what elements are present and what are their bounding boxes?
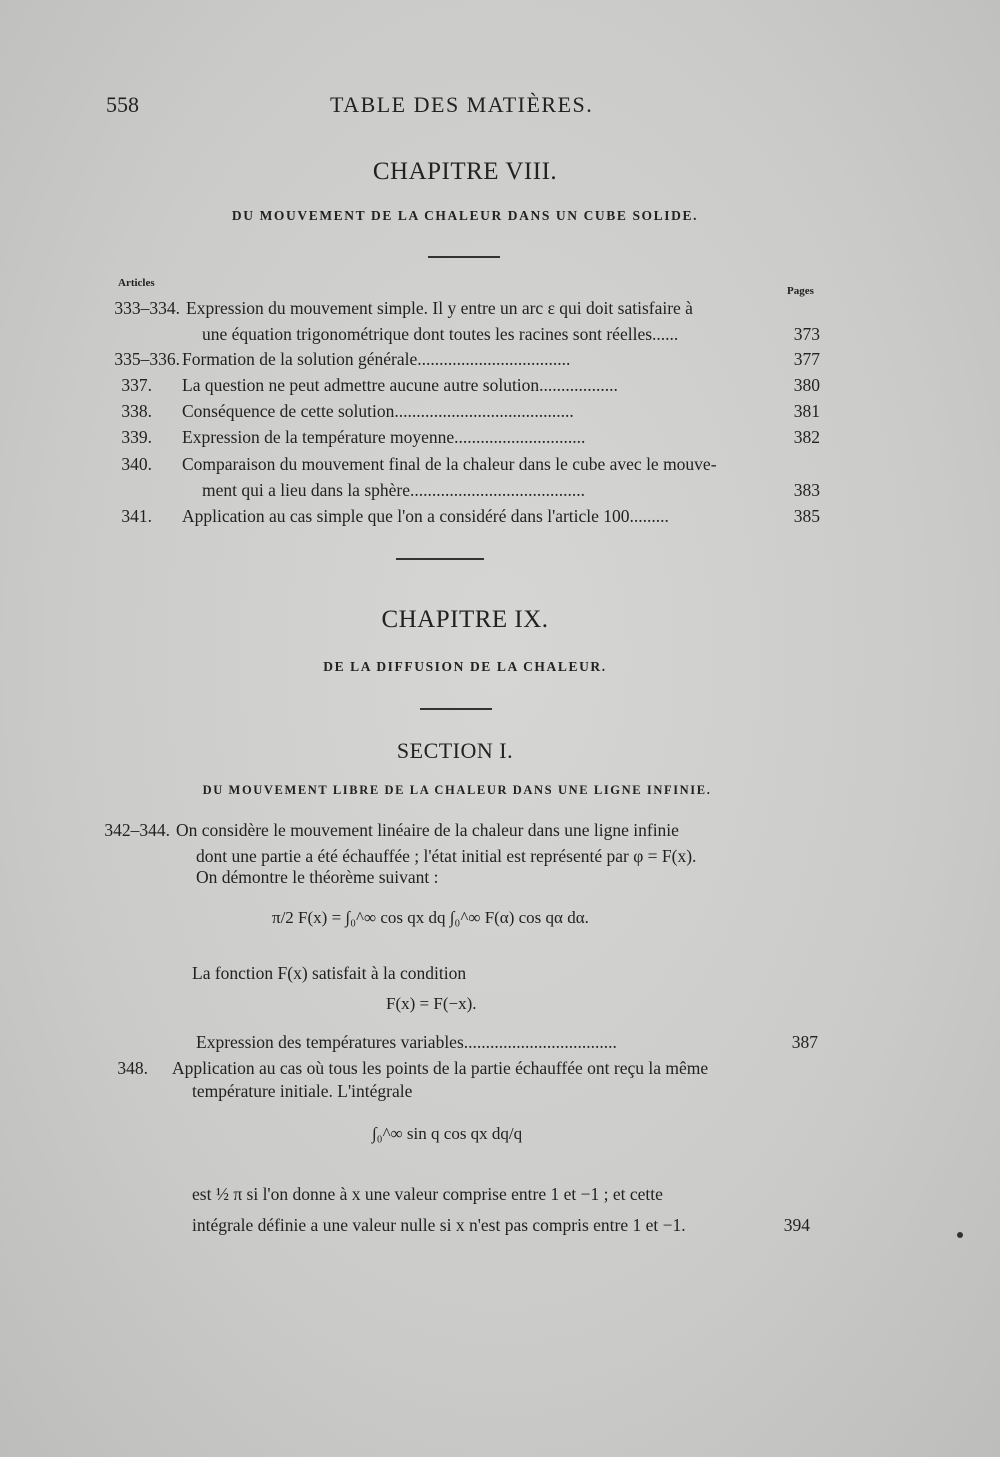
section-title: SECTION I. (396, 738, 514, 763)
page-number: 558 (106, 92, 139, 117)
entry-text: dont une partie a été échauffée ; l'état initial est représenté par φ = F(x). (196, 846, 697, 866)
chapter-9-title: CHAPITRE IX. (381, 606, 549, 633)
entry-text: une équation trigonométrique dont toutes les racines sont réelles...... (202, 324, 679, 344)
article-number: 338. (121, 401, 152, 421)
article-number: 341. (121, 506, 152, 526)
page-ref: 380 (793, 375, 820, 395)
article-number: 339. (121, 427, 152, 447)
article-number: 348. (117, 1058, 148, 1078)
page-ref: 385 (793, 506, 820, 526)
page-ref: 383 (793, 480, 820, 500)
article-number: 335–336. (114, 349, 180, 369)
chapter-8-title: CHAPITRE VIII. (372, 158, 558, 185)
article-number: 340. (121, 454, 152, 474)
pages-column-header: Pages (787, 285, 814, 297)
page-ref: 382 (793, 427, 820, 447)
entry-text: ment qui a lieu dans la sphère........................................ (202, 480, 585, 500)
ink-spot (957, 1232, 963, 1238)
entry-text: intégrale définie a une valeur nulle si x n'est pas compris entre 1 et −1. (192, 1215, 686, 1235)
entry-text: température initiale. L'intégrale (192, 1081, 413, 1101)
page-ref: 387 (791, 1032, 818, 1052)
entry-text: Comparaison du mouvement final de la chaleur dans le cube avec le mouve- (182, 454, 717, 474)
page-ref: 394 (783, 1215, 810, 1235)
entry-text: Expression de la température moyenne.............................. (182, 427, 586, 447)
divider (396, 558, 484, 560)
formula-fourier-integral: π/2 F(x) = ∫₀^∞ cos qx dq ∫₀^∞ F(α) cos qα dα. (272, 908, 589, 927)
entry-text: Formation de la solution générale................................... (182, 349, 571, 369)
article-number: 342–344. (104, 820, 170, 840)
entry-text: Conséquence de cette solution......................................... (182, 401, 574, 421)
article-number: 333–334. (114, 298, 180, 318)
section-subtitle: DU MOUVEMENT LIBRE DE LA CHALEUR DANS UNE LIGNE INFINIE. (202, 783, 712, 797)
formula-even-function: F(x) = F(−x). (386, 994, 477, 1013)
entry-text: La question ne peut admettre aucune autre solution.................. (182, 375, 618, 395)
chapter-9-subtitle: DE LA DIFFUSION DE LA CHALEUR. (323, 659, 607, 674)
article-number: 337. (121, 375, 152, 395)
entry-text: Expression des températures variables................................... (196, 1032, 617, 1052)
formula-sine-integral: ∫₀^∞ sin q cos qx dq/q (372, 1124, 523, 1143)
entry-text: La fonction F(x) satisfait à la condition (192, 963, 467, 983)
entry-text: est ½ π si l'on donne à x une valeur comprise entre 1 et −1 ; et cette (192, 1184, 663, 1204)
articles-column-header: Articles (118, 277, 155, 289)
entry-text: On considère le mouvement linéaire de la chaleur dans une ligne infinie (176, 820, 679, 840)
entry-text: Application au cas où tous les points de la partie échauffée ont reçu la même (172, 1058, 709, 1078)
page-ref: 377 (793, 349, 820, 369)
entry-text: Expression du mouvement simple. Il y entre un arc ε qui doit satisfaire à (186, 298, 693, 318)
entry-text: Application au cas simple que l'on a considéré dans l'article 100......... (182, 506, 669, 526)
page-ref: 381 (793, 401, 820, 421)
divider (428, 256, 500, 258)
page-ref: 373 (793, 324, 820, 344)
entry-text: On démontre le théorème suivant : (196, 867, 439, 887)
running-title: TABLE DES MATIÈRES. (330, 92, 594, 117)
divider (420, 708, 492, 710)
chapter-8-subtitle: DU MOUVEMENT DE LA CHALEUR DANS UN CUBE SOLIDE. (231, 208, 699, 223)
